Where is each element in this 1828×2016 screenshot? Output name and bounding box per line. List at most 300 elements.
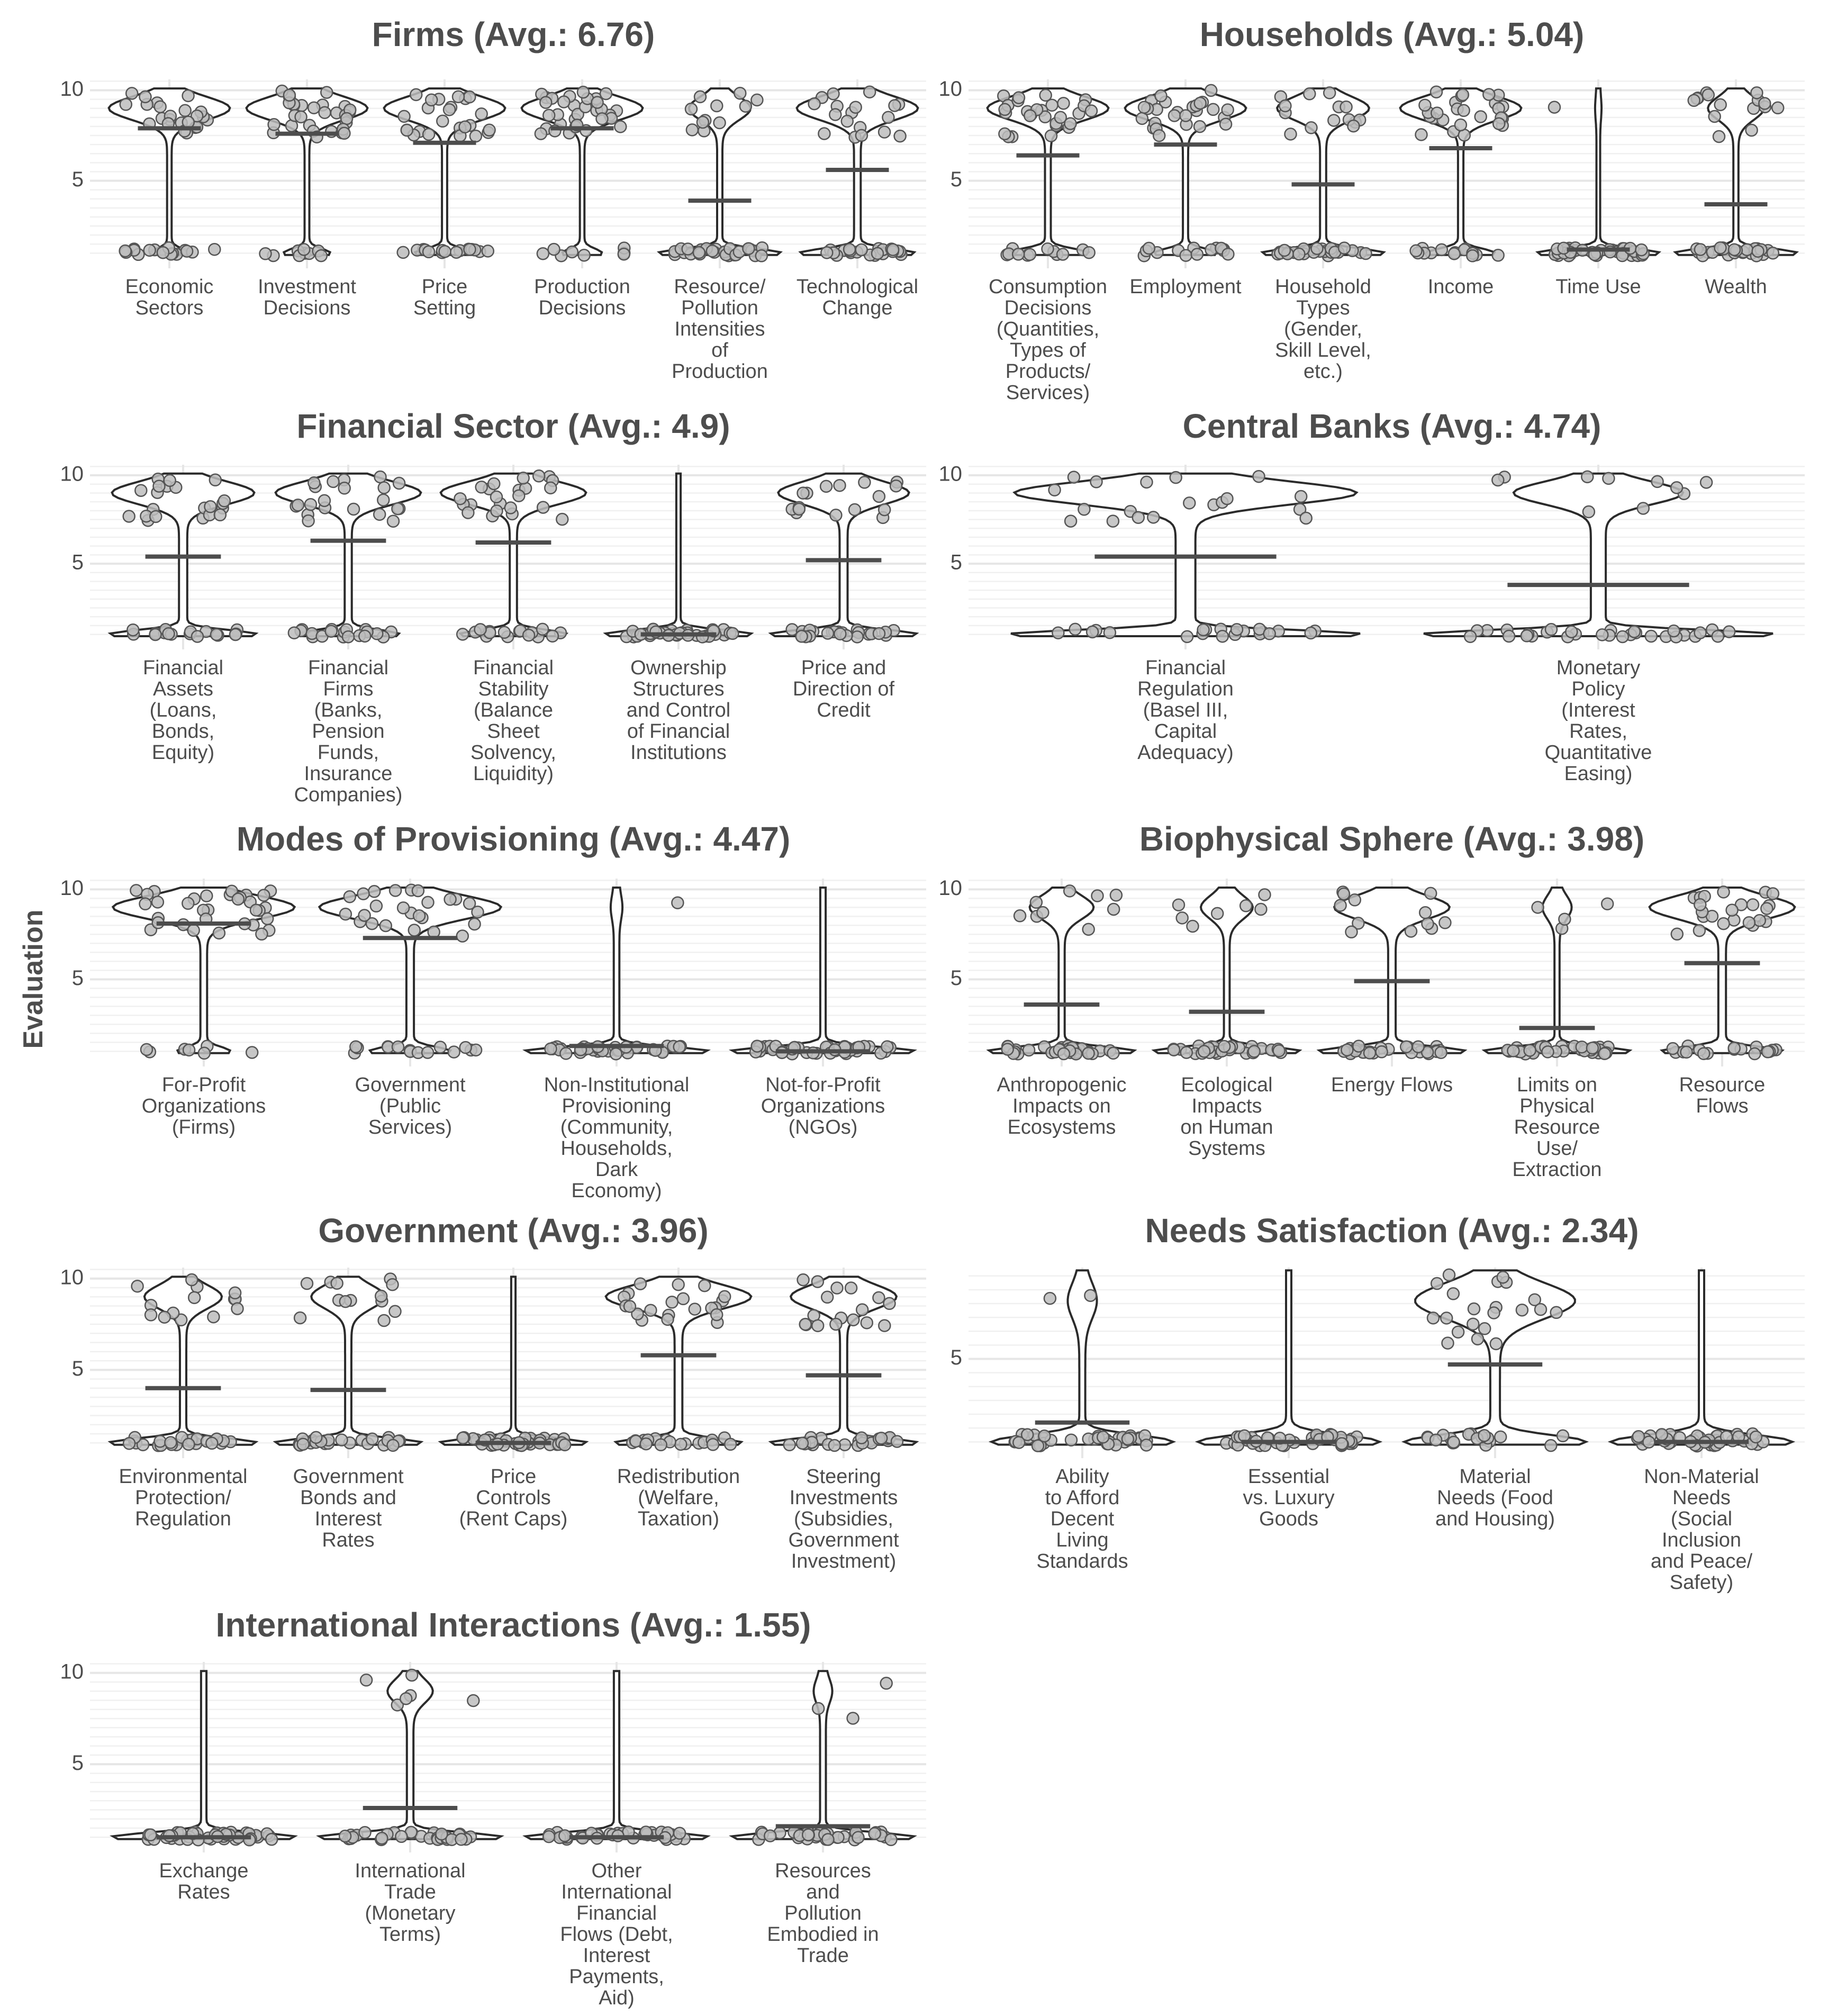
data-point (1431, 107, 1443, 119)
data-point (144, 245, 156, 256)
data-point (1667, 1043, 1679, 1054)
x-tick-label-line: Companies) (294, 784, 403, 806)
data-point (578, 249, 590, 261)
x-tick-label-line: Types of (1010, 339, 1086, 361)
data-point (1300, 512, 1312, 524)
x-tick-label (293, 1466, 404, 1551)
data-point (123, 511, 135, 522)
x-tick-label-line: Employment (1129, 276, 1242, 298)
data-point (861, 1317, 873, 1328)
data-point (476, 108, 487, 120)
data-point (829, 109, 841, 121)
x-tick-label-line: Regulation (135, 1508, 231, 1530)
x-tick-label (142, 1074, 266, 1138)
data-point (1750, 1431, 1762, 1443)
data-point (1472, 1333, 1483, 1345)
x-tick-label-line: Rates (322, 1529, 375, 1551)
data-point (1694, 925, 1705, 936)
data-point (297, 1439, 309, 1450)
data-point (145, 1829, 157, 1841)
data-point (150, 511, 161, 522)
x-tick-label-line: Needs (Food (1437, 1487, 1553, 1509)
data-point (387, 516, 399, 527)
y-tick-label: 10 (60, 876, 84, 900)
x-tick-label-line: Flows (Debt, (560, 1923, 673, 1946)
data-point (889, 100, 901, 112)
data-point (201, 890, 212, 902)
data-point (1431, 86, 1442, 98)
data-point (375, 1290, 387, 1302)
data-point (1443, 1269, 1455, 1281)
data-point (875, 1432, 887, 1444)
data-point (378, 482, 390, 494)
data-point (1762, 1046, 1773, 1057)
data-point (1194, 121, 1206, 132)
data-point (1715, 242, 1726, 254)
data-point (315, 250, 327, 261)
x-tick-label-line: Easing) (1564, 763, 1633, 785)
data-point (181, 246, 193, 257)
x-tick-label-line: Resources (775, 1860, 871, 1882)
x-tick-label-line: Rates (177, 1881, 230, 1903)
x-tick-label (617, 1466, 740, 1530)
data-point (159, 1312, 170, 1323)
data-point (1503, 630, 1515, 642)
x-tick-label-line: (Monetary (365, 1902, 456, 1924)
data-point (614, 121, 626, 132)
data-point (1002, 1044, 1013, 1055)
data-point (1645, 630, 1657, 642)
data-point (999, 104, 1011, 115)
x-tick-label-line: International (355, 1860, 466, 1882)
x-tick-label-line: (Banks, (314, 699, 383, 721)
x-tick-label (1679, 1074, 1766, 1117)
x-tick-label-line: Pollution (784, 1902, 862, 1924)
data-point (179, 105, 191, 116)
data-point (1107, 516, 1119, 527)
x-tick-label (1275, 276, 1371, 383)
x-tick-label-line: Trade (384, 1881, 436, 1903)
data-point (697, 116, 709, 128)
data-point (1587, 1042, 1598, 1054)
data-point (1656, 1429, 1668, 1440)
data-point (260, 248, 272, 259)
violin-1 (991, 1270, 1173, 1444)
data-point (545, 482, 556, 494)
x-tick-label-line: Firms (323, 678, 374, 700)
data-point (1741, 244, 1753, 256)
data-point (1349, 894, 1361, 906)
data-point (1545, 1440, 1556, 1451)
x-tick-label-line: Bonds, (151, 720, 215, 743)
data-point (1293, 248, 1305, 260)
x-tick-label (1180, 1074, 1273, 1160)
data-point (1065, 516, 1076, 527)
data-point (1723, 626, 1735, 638)
y-tick-label: 10 (60, 462, 84, 486)
data-point (885, 1834, 897, 1846)
panel-title: Needs Satisfaction (Avg.: 2.34) (1145, 1211, 1639, 1250)
data-point (400, 1693, 412, 1704)
data-point (577, 86, 589, 98)
x-tick-label-line: Ownership (630, 657, 727, 679)
x-tick-label-line: Insurance (304, 763, 393, 785)
data-point (618, 248, 630, 260)
data-point (1191, 249, 1203, 260)
x-tick-label-line: Redistribution (617, 1466, 740, 1488)
x-tick-label-line: Skill Level, (1275, 339, 1371, 361)
y-tick-label: 5 (950, 168, 962, 192)
data-point (1083, 924, 1094, 935)
x-tick-label (560, 1860, 673, 2009)
data-point (1032, 1440, 1044, 1452)
data-point (1576, 1041, 1588, 1053)
data-point (655, 1439, 667, 1451)
data-point (1551, 1307, 1562, 1318)
data-point (410, 89, 422, 101)
x-tick-label (989, 276, 1107, 404)
data-point (1211, 908, 1223, 919)
data-point (1183, 497, 1195, 509)
data-point (444, 104, 455, 115)
data-point (435, 1042, 446, 1053)
data-point (1108, 903, 1119, 915)
data-point (397, 902, 409, 914)
x-tick-label-line: Organizations (761, 1095, 885, 1117)
x-tick-label-line: of (711, 339, 728, 361)
data-point (559, 1830, 571, 1841)
x-tick-label-line: (Firms) (171, 1116, 236, 1138)
data-point (422, 1047, 433, 1059)
data-point (872, 248, 883, 259)
data-point (1729, 1042, 1740, 1054)
x-tick-label-line: (Welfare, (638, 1487, 719, 1509)
data-point (849, 504, 861, 516)
x-tick-label-line: (Subsidies, (794, 1508, 893, 1530)
x-tick-label-line: Organizations (141, 1095, 266, 1117)
data-point (812, 1276, 823, 1288)
y-tick-label: 5 (950, 1346, 962, 1370)
data-point (1447, 1288, 1459, 1299)
data-point (1718, 886, 1730, 898)
x-tick-label-line: Steering (806, 1466, 881, 1488)
data-point (1532, 901, 1544, 913)
data-point (834, 480, 846, 491)
data-point (1495, 1431, 1506, 1443)
data-point (1492, 474, 1504, 486)
panel-title: Households (Avg.: 5.04) (1199, 15, 1585, 53)
x-tick-label-line: Services) (368, 1116, 453, 1138)
data-point (153, 481, 165, 492)
data-point (1419, 907, 1431, 918)
data-point (393, 477, 405, 489)
data-point (675, 1439, 686, 1450)
x-tick-label-line: Protection/ (135, 1487, 231, 1509)
data-point (120, 98, 132, 110)
data-point (1335, 900, 1346, 911)
data-point (1400, 1041, 1412, 1053)
data-point (380, 920, 392, 932)
panel-7 (60, 1212, 927, 1572)
data-point (1346, 926, 1358, 938)
x-tick-label-line: Households, (560, 1137, 673, 1160)
data-point (850, 102, 862, 113)
data-point (344, 891, 356, 902)
panel-title: Firms (Avg.: 6.76) (372, 15, 655, 53)
data-point (359, 1827, 371, 1838)
data-point (672, 897, 683, 909)
x-tick-label (627, 657, 730, 764)
data-point (1207, 104, 1219, 115)
data-point (205, 501, 216, 512)
data-point (1507, 1045, 1519, 1057)
x-tick-label (767, 1860, 879, 1967)
data-point (714, 117, 726, 129)
data-point (1012, 248, 1024, 260)
data-point (674, 1828, 685, 1839)
data-point (1488, 1307, 1500, 1319)
data-point (864, 86, 875, 98)
data-point (999, 128, 1010, 140)
data-point (1030, 897, 1042, 908)
x-tick-label (258, 276, 356, 319)
data-point (797, 1438, 808, 1449)
data-point (756, 250, 767, 261)
data-point (310, 1432, 322, 1443)
x-tick-label (1644, 1466, 1759, 1594)
data-point (1695, 627, 1706, 639)
x-tick-label-line: Technological (796, 276, 919, 298)
data-point (1688, 95, 1700, 106)
y-tick-label: 5 (71, 1357, 84, 1380)
data-point (155, 1435, 166, 1447)
panel-title: Biophysical Sphere (Avg.: 3.98) (1139, 819, 1645, 858)
panel-8 (951, 1212, 1805, 1594)
x-tick-label-line: Needs (1672, 1487, 1731, 1509)
data-point (1468, 1303, 1480, 1315)
data-point (342, 631, 354, 643)
x-tick-label-line: on Human (1180, 1116, 1273, 1138)
x-tick-label-line: Controls (476, 1487, 551, 1509)
x-tick-label-line: Systems (1188, 1137, 1265, 1160)
data-point (559, 1439, 571, 1451)
data-point (476, 481, 487, 493)
data-point (1581, 471, 1593, 483)
data-point (1772, 102, 1784, 114)
data-point (1092, 890, 1103, 902)
data-point (560, 1047, 572, 1059)
data-point (711, 100, 722, 112)
data-point (1083, 1047, 1094, 1059)
y-tick-label: 10 (60, 1660, 84, 1684)
data-point (1153, 130, 1165, 141)
data-point (1170, 472, 1182, 483)
panel-9 (60, 1606, 927, 2009)
data-point (150, 629, 161, 640)
data-point (1097, 1431, 1109, 1443)
panel-6 (939, 820, 1805, 1181)
data-point (830, 509, 841, 521)
y-tick-label: 5 (950, 550, 962, 574)
x-tick-label-line: (Basel III, (1143, 699, 1228, 721)
data-point (1279, 245, 1290, 256)
data-point (1681, 1046, 1693, 1058)
data-point (707, 245, 718, 257)
data-point (390, 1306, 401, 1317)
x-tick-label-line: Regulation (1137, 678, 1234, 700)
data-point (422, 897, 434, 908)
data-point (533, 470, 545, 482)
data-point (409, 925, 420, 936)
data-point (339, 482, 350, 494)
data-point (592, 97, 603, 109)
data-point (1698, 1048, 1709, 1060)
x-tick-label-line: Standards (1036, 1550, 1128, 1572)
panel-4 (939, 407, 1805, 785)
data-point (359, 910, 370, 921)
data-point (491, 491, 502, 503)
x-tick-label-line: Safety) (1669, 1571, 1734, 1594)
data-point (1336, 1438, 1347, 1450)
x-tick-label (355, 1860, 465, 1946)
data-point (1436, 244, 1447, 256)
data-point (1143, 242, 1155, 254)
data-point (740, 101, 752, 112)
x-tick-label-line: Limits on (1516, 1074, 1598, 1096)
x-tick-label-line: Pension (312, 720, 385, 743)
violin-3 (1404, 1270, 1586, 1444)
data-point (350, 1041, 361, 1053)
x-tick-label (1513, 1074, 1602, 1181)
data-point (1636, 244, 1648, 256)
data-point (540, 97, 551, 109)
data-point (558, 96, 569, 108)
x-tick-label (1705, 276, 1767, 298)
panel-title: Modes of Provisioning (Avg.: 4.47) (236, 819, 791, 858)
x-tick-label-line: Ability (1055, 1466, 1109, 1488)
data-point (1122, 1433, 1134, 1445)
data-point (828, 88, 839, 100)
data-point (246, 1047, 258, 1059)
x-tick-label-line: (Balance (474, 699, 553, 721)
data-point (537, 248, 549, 259)
data-point (822, 628, 834, 639)
data-point (1222, 248, 1234, 260)
data-point (1425, 888, 1436, 899)
data-point (1194, 97, 1206, 109)
data-point (475, 623, 486, 635)
data-point (141, 1044, 152, 1055)
data-point (881, 1041, 893, 1053)
data-point (295, 111, 307, 123)
data-point (610, 1048, 622, 1060)
data-point (624, 1300, 636, 1312)
data-point (812, 1320, 823, 1332)
data-point (1448, 1436, 1460, 1448)
x-tick-label-line: Dark (595, 1159, 638, 1181)
x-tick-label-line: Assets (152, 678, 214, 700)
data-point (470, 130, 482, 142)
data-point (879, 504, 890, 516)
data-point (1198, 1046, 1210, 1057)
data-point (1549, 102, 1560, 113)
x-tick-label-line: Structures (632, 678, 725, 700)
data-point (413, 910, 425, 921)
x-tick-label-line: Physical (1519, 1095, 1595, 1117)
panel-1 (60, 15, 927, 383)
data-point (1037, 907, 1048, 918)
panel-2 (939, 15, 1805, 404)
data-point (881, 1677, 892, 1689)
x-tick-label-line: and Peace/ (1650, 1550, 1753, 1572)
data-point (662, 1314, 674, 1325)
x-tick-label (793, 657, 895, 721)
x-tick-label-line: Monetary (1556, 657, 1641, 679)
data-point (734, 87, 746, 99)
data-point (126, 87, 138, 99)
data-point (784, 1439, 795, 1451)
x-tick-label-line: and Housing) (1435, 1508, 1555, 1530)
data-point (1141, 476, 1153, 488)
data-point (1108, 1047, 1119, 1059)
data-point (809, 98, 820, 110)
data-point (387, 1440, 399, 1451)
x-tick-label-line: Household (1275, 276, 1371, 298)
data-point (1181, 631, 1193, 643)
x-tick-label-line: Direction of (792, 678, 895, 700)
data-point (390, 885, 401, 897)
data-point (214, 509, 226, 521)
data-point (1516, 1304, 1528, 1316)
data-point (856, 1304, 868, 1316)
data-point (1643, 1436, 1655, 1448)
data-point (1746, 124, 1758, 136)
x-tick-label-line: Anthropogenic (997, 1074, 1127, 1096)
x-tick-label-line: Aid) (599, 1987, 635, 2009)
data-point (453, 91, 464, 103)
data-point (1743, 917, 1755, 928)
data-point (268, 119, 280, 130)
data-point (319, 107, 331, 119)
data-point (301, 1278, 313, 1289)
data-point (1057, 249, 1069, 260)
data-point (798, 1274, 809, 1286)
data-point (640, 1438, 652, 1450)
data-point (1583, 506, 1595, 518)
data-point (1279, 100, 1291, 112)
data-point (1430, 1434, 1442, 1446)
data-point (1603, 473, 1614, 484)
data-point (1044, 1292, 1056, 1304)
x-tick-label-line: Quantitative (1544, 742, 1652, 764)
data-point (1360, 248, 1372, 259)
x-tick-label-line: Services) (1006, 382, 1090, 404)
y-tick-label: 10 (938, 876, 962, 900)
x-tick-label-line: Investment (258, 276, 356, 298)
data-point (798, 487, 809, 499)
x-tick-label-line: (NGOs) (788, 1116, 858, 1138)
data-point (1068, 472, 1080, 483)
y-tick-label: 10 (938, 77, 962, 101)
data-point (800, 1318, 811, 1330)
data-point (873, 491, 885, 502)
x-tick-label-line: Investment) (791, 1550, 897, 1572)
data-point (821, 247, 832, 258)
data-point (1761, 903, 1772, 915)
x-tick-label-line: and Control (626, 699, 731, 721)
data-point (1347, 120, 1359, 132)
x-tick-label-line: Time Use (1555, 276, 1641, 298)
